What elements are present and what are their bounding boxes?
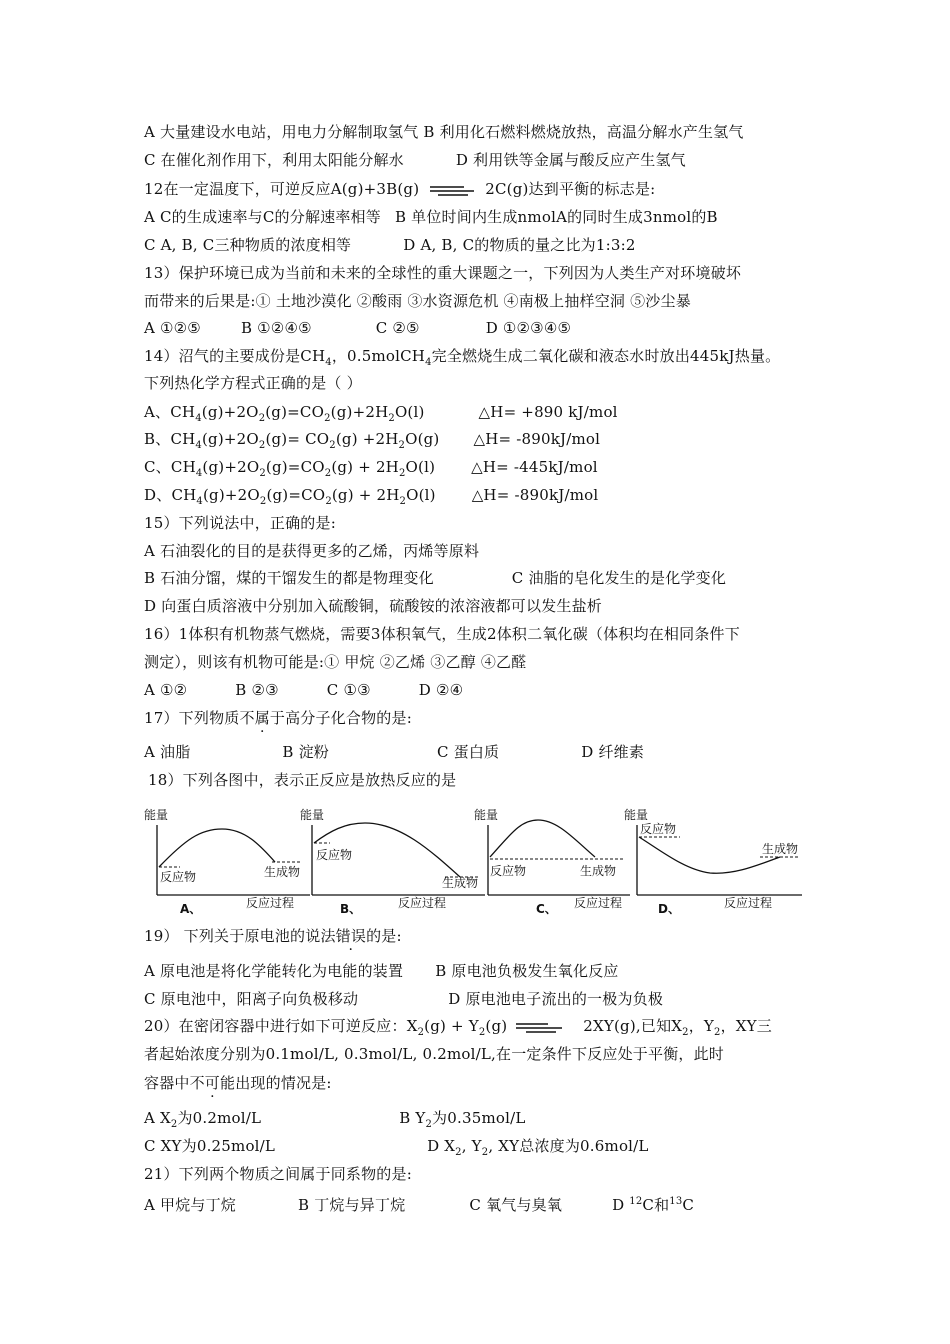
diagram-c-reactant: 反应物 [490, 864, 527, 878]
q20-stem3-post: 出现的情况是: [235, 1074, 332, 1092]
diagram-a-product: 生成物 [264, 865, 301, 879]
q12-option-a: A C的生成速率与C的分解速率相等 [144, 208, 381, 226]
q14-option-a: A、$CH_4(g)+2O_2(g)=CO_2(g)+2H_2O(l)$ △H= +890 kJ/mol [144, 403, 618, 424]
q20-stem-line2: 者起始浓度分别为0.1mol/L, 0.3mol/L, 0.2mol/L,在一定条件下反应处于平衡，此时 [144, 1045, 725, 1063]
energy-diagram-d [624, 807, 802, 916]
q15-stem: 15）下列说法中，正确的是: [144, 514, 336, 532]
q11-option-a: A 大量建设水电站，用电力分解制取氢气 [144, 123, 419, 141]
q20-stem3-pre: 容器中 [144, 1074, 190, 1092]
q21-option-d-iso2: 13 [669, 1196, 683, 1207]
diagram-c-label: C、 [536, 902, 557, 916]
q12-row2 [144, 235, 636, 255]
q17-stem [144, 708, 412, 728]
diagram-a-x-label: 反应过程 [246, 896, 295, 910]
diagram-d-y-label: 能量 [624, 808, 649, 822]
q20-option-a-post: 为0.2mol/L [177, 1109, 262, 1127]
q16-option-d: D ②④ [418, 681, 464, 699]
q20-row2 [144, 1136, 649, 1163]
energy-diagram-a [144, 807, 310, 916]
q14-option-b: B、$CH_4(g)+2O_2(g)= CO_2(g) +2H_2O(g)$ △H= -890kJ/mol [144, 430, 601, 451]
q17-emphasis [240, 709, 286, 727]
q21-option-a: A 甲烷与丁烷 [144, 1196, 237, 1214]
q20-option-b: B $Y_2$为0.35mol/L [399, 1109, 526, 1130]
q17-options [144, 742, 644, 762]
q11-option-c: C 在催化剂作用下，利用太阳能分解水 [144, 151, 404, 169]
q20-option-b-pre: B Y [399, 1109, 426, 1127]
q20-row1 [144, 1108, 526, 1135]
q20-option-d-c: , XY总浓度为0.6mol/L [488, 1137, 649, 1155]
q19-option-a: A 原电池是将化学能转化为电能的装置 [144, 962, 404, 980]
q13-option-b: B ①②④⑤ [240, 319, 312, 337]
diagram-d-x-label: 反应过程 [724, 896, 773, 910]
q21-option-b: B 丁烷与异丁烷 [298, 1196, 406, 1214]
diagram-b-reactant: 反应物 [316, 848, 353, 862]
q14-option-c-label: C、 [144, 458, 171, 476]
diagram-b-x-label: 反应过程 [398, 896, 447, 910]
q14-stem-line1: 14）沼气的主要成份是$CH_4$，0.5molCH$_4$完全燃烧生成二氧化碳和液态水时放出445kJ热量。 [144, 347, 781, 368]
q12-stem [144, 179, 655, 199]
q21-option-d-mid: C和 [642, 1196, 670, 1214]
q13-option-c: C ②⑤ [375, 319, 420, 337]
q20-stem-mid2: (g) [485, 1017, 508, 1035]
q17-option-b: B 淀粉 [282, 743, 329, 761]
q12-row1 [144, 207, 718, 227]
q15-option-a: A 石油裂化的目的是获得更多的乙烯，丙烯等原料 [144, 542, 480, 560]
q11-option-b: B 利用化石燃料燃烧放热，高温分解水产生氢气 [423, 123, 744, 141]
q19-row1 [144, 961, 619, 981]
q20-stem-line1: 20）在密闭容器中进行如下可逆反应：$X_2(g) + Y_2(g)$ 2XY(g),已知$X_2$，$Y_2$，XY三 [144, 1017, 772, 1038]
diagram-d-label: D、 [658, 902, 680, 916]
q14-option-c-dh: △H= -445kJ/mol [471, 458, 598, 476]
q20-option-a: A $X_2$为0.2mol/L [144, 1109, 262, 1130]
q15-option-b: B 石油分馏，煤的干馏发生的都是物理变化 [144, 569, 434, 587]
q13-options [144, 318, 571, 338]
diagram-a-label: A、 [180, 902, 202, 916]
q14-stem-c: 完全燃烧生成二氧化碳和液态水时放出445kJ热量。 [431, 347, 781, 365]
q16-stem-line1: 16）1体积有机物蒸气燃烧，需要3体积氧气，生成2体积二氧化碳（体积均在相同条件下 [144, 625, 740, 643]
q20-option-a-pre: A X [144, 1109, 171, 1127]
q15-row2 [144, 568, 726, 588]
q14-option-d: D、$CH_4(g)+2O_2(g)=CO_2(g) + 2H_2O(l)$ △H= -890kJ/mol [144, 486, 599, 507]
q21-option-d-iso1: 12 [629, 1196, 643, 1207]
q15-option-d: D 向蛋白质溶液中分别加入硫酸铜，硫酸铵的浓溶液都可以发生盐析 [144, 597, 602, 615]
q17-option-c: C 蛋白质 [437, 743, 500, 761]
q13-stem-line1: 13）保护环境已成为当前和未来的全球性的重大课题之一，下列因为人类生产对环境破坏 [144, 264, 742, 282]
q21-option-d-pre: D [612, 1196, 630, 1214]
q14-option-d-dh: △H= -890kJ/mol [471, 486, 599, 504]
q20-option-d: D $X_2$, $Y_2$, XY总浓度为0.6mol/L [427, 1137, 649, 1158]
q14-option-a-label: A、 [144, 403, 171, 421]
energy-diagram-c [474, 807, 630, 916]
q19-stem [144, 926, 402, 946]
diagram-a-y-label: 能量 [144, 808, 169, 822]
q21-options [144, 1192, 694, 1215]
q12-option-d: D A, B, C的物质的量之比为1:3:2 [403, 236, 636, 254]
q17-stem-pre: 17）下列物质 [144, 709, 240, 727]
q20-stem-pre: 20）在密闭容器中进行如下可逆反应：X [144, 1017, 418, 1035]
q20-option-d-b: , Y [461, 1137, 482, 1155]
q20-stem-mid: (g) + Y [424, 1017, 479, 1035]
reversible-arrow-icon [512, 1020, 578, 1034]
q17-option-a: A 油脂 [144, 743, 191, 761]
energy-diagram-b [300, 807, 485, 916]
diagram-d-product: 生成物 [762, 842, 799, 856]
q16-option-b: B ②③ [235, 681, 279, 699]
q19-row2 [144, 989, 663, 1009]
q14-option-c: C、$CH_4(g)+2O_2(g)=CO_2(g) + 2H_2O(l)$ △H= -445kJ/mol [144, 458, 598, 479]
q14-stem-b: ，0.5molCH [331, 347, 426, 365]
q21-option-c: C 氧气与臭氧 [469, 1196, 563, 1214]
q19-emphasis-text: 错误 [335, 927, 367, 945]
q20-option-d-a: D X [427, 1137, 456, 1155]
q20-emphasis-text: 不可能 [189, 1074, 236, 1092]
q12-stem-pre: 12在一定温度下，可逆反应A(g)+3B(g) [144, 180, 420, 198]
diagram-d-reactant: 反应物 [640, 822, 677, 836]
q19-option-d: D 原电池电子流出的一极为负极 [448, 990, 664, 1008]
diagram-b-product: 生成物 [442, 876, 479, 890]
q11-option-d: D 利用铁等金属与酸反应产生氢气 [455, 151, 686, 169]
q21-option-d [612, 1196, 694, 1214]
q16-option-a: A ①② [144, 681, 188, 699]
q20-stem-line3 [144, 1073, 332, 1093]
diagram-c-product: 生成物 [580, 864, 617, 878]
q14-option-a-dh: △H= +890 kJ/mol [478, 403, 618, 421]
diagram-c-y-label: 能量 [474, 808, 499, 822]
q13-stem-line2: 而带来的后果是:① 土地沙漠化 ②酸雨 ③水资源危机 ④南极上抽样空洞 ⑤沙尘暴 [144, 292, 691, 310]
q16-options [144, 680, 463, 700]
q17-emphasis-text: 不属于 [239, 709, 286, 727]
q21-stem: 21）下列两个物质之间属于同系物的是: [144, 1165, 412, 1183]
q20-option-c: C XY为0.25mol/L [144, 1137, 276, 1155]
q17-stem-post: 高分子化合物的是: [285, 709, 412, 727]
q14-option-b-dh: △H= -890kJ/mol [473, 430, 601, 448]
q18-stem: 18）下列各图中，表示正反应是放热反应的是 [148, 771, 457, 789]
q15-option-c: C 油脂的皂化发生的是化学变化 [511, 569, 727, 587]
q14-option-d-label: D、 [144, 486, 172, 504]
diagram-a-reactant: 反应物 [160, 870, 197, 884]
q19-stem-pre: 19） 下列关于原电池的说法 [144, 927, 336, 945]
q20-stem-post-c: ，XY三 [720, 1017, 772, 1035]
q16-option-c: C ①③ [326, 681, 371, 699]
diagram-b-label: B、 [340, 902, 362, 916]
q13-option-a: A ①②⑤ [144, 319, 201, 337]
q14-stem-line2: 下列热化学方程式正确的是（ ） [144, 374, 362, 392]
q20-stem-post-a: 2XY(g),已知X [583, 1017, 683, 1035]
q16-stem-line2: 测定），则该有机物可能是:① 甲烷 ②乙烯 ③乙醇 ④乙醛 [144, 653, 527, 671]
diagram-c-x-label: 反应过程 [574, 896, 623, 910]
q11-row2 [144, 150, 686, 170]
q12-option-c: C A, B, C三种物质的浓度相等 [144, 236, 352, 254]
q12-option-b: B 单位时间内生成nmolA的同时生成3nmol的B [394, 208, 718, 226]
q12-stem-post: 2C(g)达到平衡的标志是: [485, 180, 656, 198]
q17-option-d: D 纤维素 [581, 743, 645, 761]
q14-option-b-label: B、 [144, 430, 171, 448]
q20-option-b-post: 为0.35mol/L [432, 1109, 526, 1127]
q20-stem-post-b: ，Y [688, 1017, 715, 1035]
q21-option-d-post: C [682, 1196, 695, 1214]
q19-option-c: C 原电池中，阳离子向负极移动 [144, 990, 359, 1008]
q11-row1 [144, 122, 744, 142]
diagram-b-y-label: 能量 [300, 808, 325, 822]
q13-option-d: D ①②③④⑤ [485, 319, 572, 337]
reversible-arrow-icon [424, 183, 480, 197]
q14-stem-a: 14）沼气的主要成份是CH [144, 347, 326, 365]
q19-stem-post: 的是: [366, 927, 402, 945]
energy-diagrams [140, 795, 820, 925]
q19-option-b: B 原电池负极发生氧化反应 [435, 962, 619, 980]
